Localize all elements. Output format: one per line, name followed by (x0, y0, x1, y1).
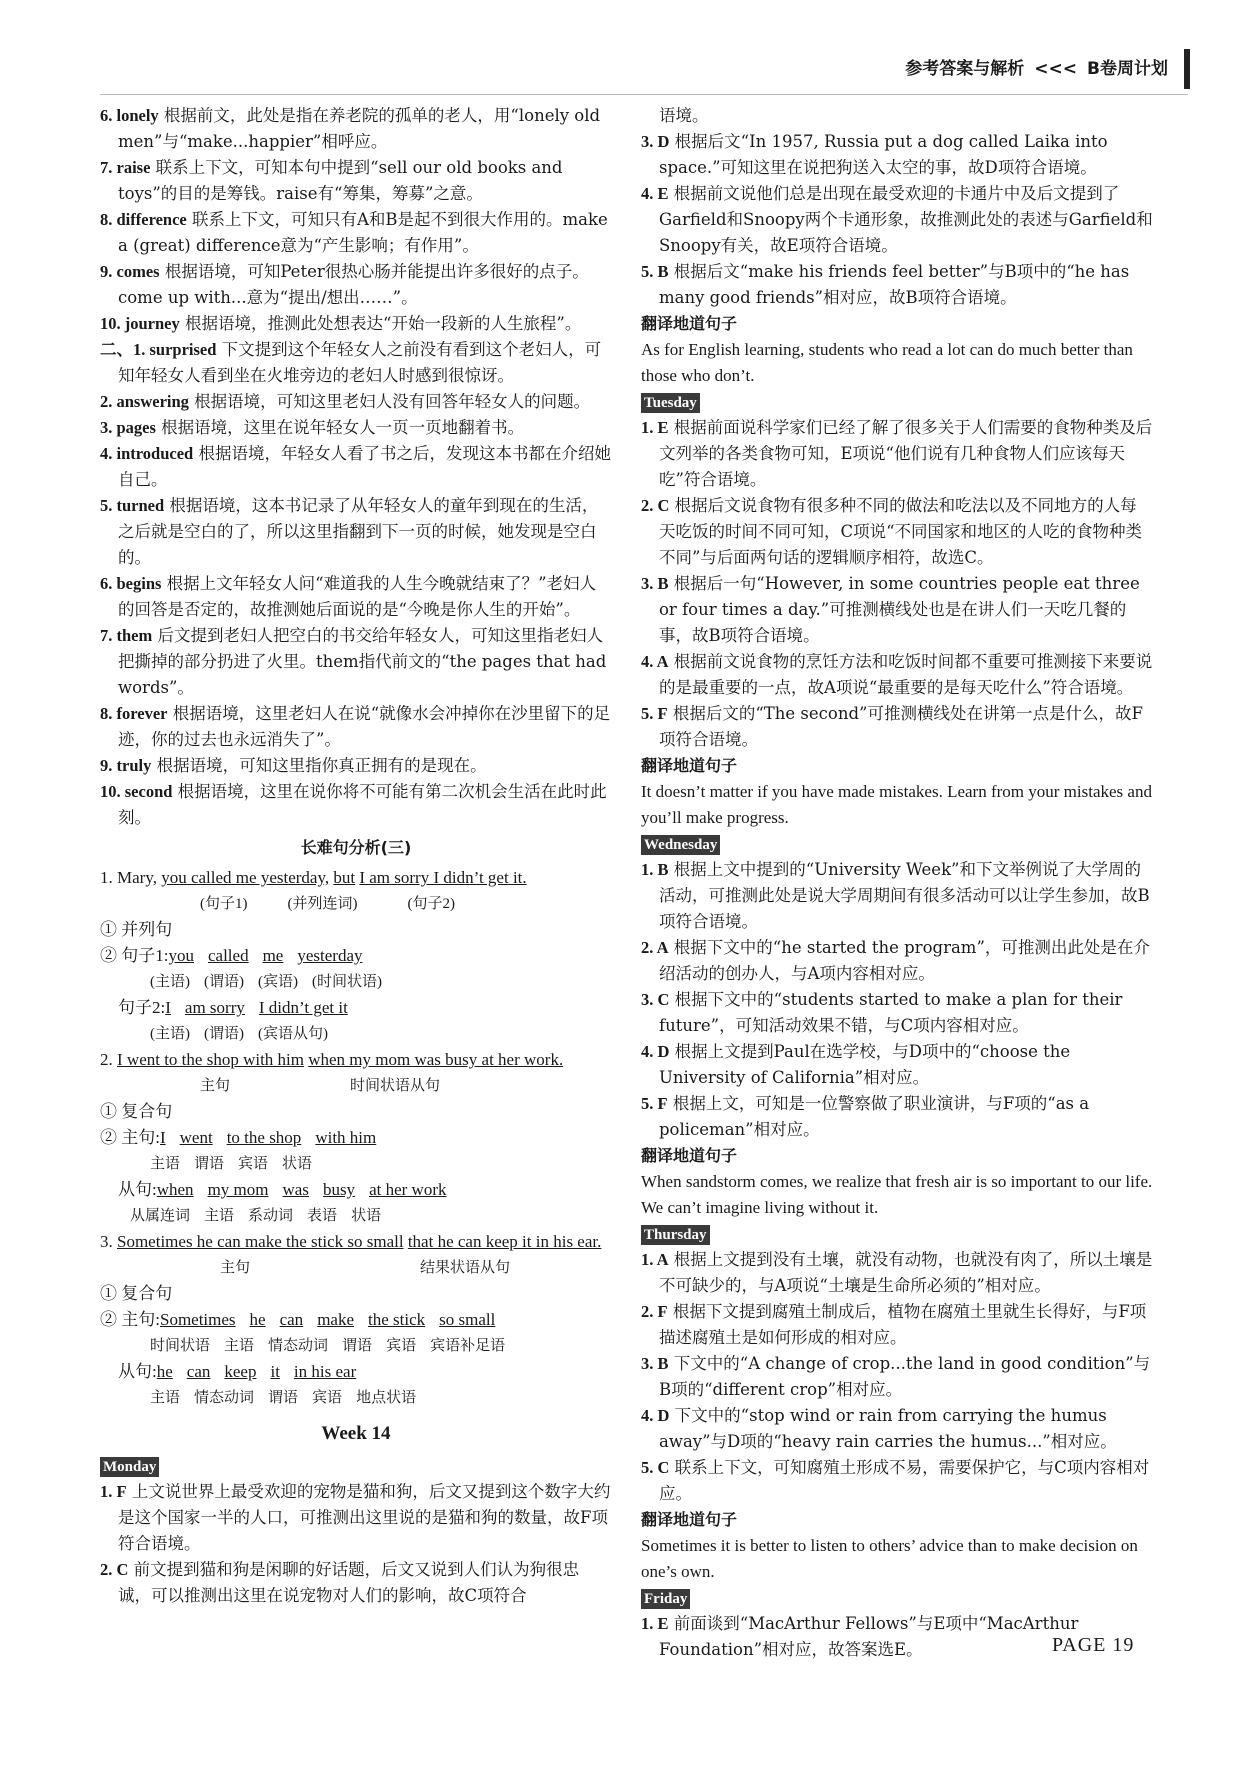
analysis-label: 表语 (307, 1208, 338, 1224)
answer-key: 8. difference (100, 210, 187, 229)
answer-explanation: 联系上下文，可知腐殖土形成不易，需要保护它，与C项内容相对应。 (659, 1458, 1150, 1503)
analysis-word: my mom (207, 1180, 269, 1199)
answer-list-thursday (641, 1247, 1153, 1507)
analysis-title: 长难句分析(三) (300, 838, 412, 857)
analysis-word: Sometimes (159, 1310, 236, 1329)
conjunction: but (333, 868, 356, 887)
answer-item (100, 779, 612, 831)
answer-item (641, 1091, 1153, 1143)
analysis-word: he (249, 1310, 266, 1329)
page-header (905, 52, 1190, 86)
label: 结果状语从句 (420, 1260, 511, 1276)
label: 主句 (220, 1260, 251, 1276)
analysis-word: busy (322, 1180, 356, 1199)
label-row (100, 1385, 612, 1411)
analysis-label: 宾语 (312, 1390, 343, 1406)
answer-item (641, 935, 1153, 987)
analysis-label: 主语 (204, 1208, 235, 1224)
translation-4: Sometimes it is better to listen to others’ advice than to make decision on one’s own. (641, 1536, 1138, 1581)
answer-explanation: 根据前文说他们总是出现在最受欢迎的卡通片中及后文提到了Garfield和Snoopy两个卡通形象，故推测此处的表述与Garfield和Snoopy有关，故E项符合语境。 (659, 184, 1153, 255)
answer-explanation: 前面谈到“MacArthur Fellows”与E项中“MacArthur Foundation”相对应，故答案选E。 (659, 1614, 1079, 1659)
answer-item (641, 181, 1153, 259)
answer-explanation: 上文说世界上最受欢迎的宠物是猫和狗，后文又提到这个数字大约是这个国家一半的人口，可推测出这里说的是猫和狗的数量，故F项符合语境。 (118, 1482, 611, 1553)
header-rule (100, 94, 1188, 95)
answer-explanation: 根据前面说科学家们已经了解了很多关于人们需要的食物种类及后文列举的各类食物可知，E项说“他们说有几种食物人们应该每天吃”符合语境。 (659, 418, 1153, 489)
analysis-word: I didn’t get it (258, 998, 348, 1017)
answer-item (100, 441, 612, 493)
answer-explanation: 根据下文中的“students started to make a plan for their future”，可知活动效果不错，与C项内容相对应。 (659, 990, 1123, 1035)
answer-explanation: 根据语境，可知Peter很热心肠并能提出许多很好的点子。come up with...意为“提出/想出……”。 (118, 262, 589, 307)
clause: when my mom was busy at her work. (308, 1050, 564, 1069)
translate-label: 翻译地道句子 (641, 1510, 738, 1529)
analysis-word: can (186, 1362, 211, 1381)
answer-key: 9. truly (100, 756, 152, 775)
answer-item (641, 857, 1153, 935)
sentence-num: 3. (100, 1232, 113, 1251)
answer-explanation: 根据上文年轻女人问“难道我的人生今晚就结束了？”老妇人的回答是否定的，故推测她后面说的是“今晚是你人生的开始”。 (118, 574, 597, 619)
answer-explanation: 根据后文说食物有很多种不同的做法和吃法以及不同地方的人每天吃饭的时间不同可知，C项说“不同国家和地区的人吃的食物种类不同”与后面两句话的逻辑顺序相符，故选C。 (659, 496, 1143, 567)
sentence-type: ① 并列句 (100, 920, 173, 939)
sentence-1 (100, 865, 612, 1047)
answer-item (641, 415, 1153, 493)
answer-key: 3. D (641, 132, 670, 151)
translation-3: When sandstorm comes, we realize that fresh air is so important to our life. We can’t imagine living without it. (641, 1172, 1153, 1217)
answer-item (641, 1455, 1153, 1507)
answer-key: 2. A (641, 938, 669, 957)
answer-key: 1. E (641, 418, 669, 437)
section-wednesday: Wednesday (641, 835, 720, 855)
word-row (160, 1310, 509, 1329)
answer-key: 3. C (641, 990, 670, 1009)
analysis-word: it (270, 1362, 280, 1381)
header-bar (1184, 49, 1190, 89)
word-row (157, 1180, 461, 1199)
continued-text: 语境。 (659, 106, 709, 125)
label-row (100, 1021, 612, 1047)
answer-item (100, 493, 612, 571)
analysis-label: (主语) (150, 1026, 190, 1042)
analysis-word: he (156, 1362, 173, 1381)
part-label: 句子2: (118, 998, 166, 1017)
analysis-label: 主语 (224, 1338, 255, 1354)
answer-key: 3. B (641, 1354, 669, 1373)
answer-key: 10. journey (100, 314, 180, 333)
section-thursday: Thursday (641, 1225, 710, 1245)
analysis-word: I (159, 1128, 166, 1147)
analysis-label: 情态动词 (268, 1338, 329, 1354)
answer-key: 5. F (641, 1094, 668, 1113)
week-title: Week 14 (321, 1423, 391, 1444)
answer-key: 3. B (641, 574, 669, 593)
answer-explanation: 根据后一句“However, in some countries people eat three or four times a day.”可推测横线处也是在讲人们一天吃几餐的事，故B项符合语境。 (659, 574, 1140, 645)
answer-explanation: 根据上文，可知是一位警察做了职业演讲，与F项的“as a policeman”相对应。 (659, 1094, 1090, 1139)
analysis-label: 宾语 (238, 1156, 269, 1172)
sentence-num: 2. (100, 1050, 113, 1069)
analysis-label: 主语 (150, 1156, 181, 1172)
word-row (157, 1362, 371, 1381)
answer-key: 2. answering (100, 392, 189, 411)
analysis-label: (时间状语) (312, 974, 382, 990)
answer-key: 4. E (641, 184, 669, 203)
translate-label: 翻译地道句子 (641, 314, 738, 333)
answer-key: 8. forever (100, 704, 168, 723)
answer-explanation: 根据前文说食物的烹饪方法和吃饭时间都不重要可推测接下来要说的是最重要的一点，故A项说“最重要的是每天吃什么”符合语境。 (659, 652, 1153, 697)
analysis-word: to the shop (226, 1128, 302, 1147)
analysis-word: was (282, 1180, 309, 1199)
answer-explanation: 下文中的“A change of crop...the land in good condition”与B项的“different crop”相对应。 (659, 1354, 1151, 1399)
clause: Sometimes he can make the stick so small (117, 1232, 404, 1251)
answer-key: 2. C (100, 1560, 129, 1579)
clause: I am sorry I didn’t get it. (359, 868, 527, 887)
header-arrows: <<< (1034, 59, 1078, 79)
answer-key: 5. F (641, 704, 668, 723)
header-title: 参考答案与解析 (905, 59, 1025, 79)
answer-item (641, 1039, 1153, 1091)
answer-key: 10. second (100, 782, 173, 801)
answer-item (641, 571, 1153, 649)
answer-key: 6. begins (100, 574, 162, 593)
analysis-label: 系动词 (248, 1208, 294, 1224)
answer-item (100, 207, 612, 259)
sentence-num: 1. (100, 868, 113, 887)
analysis-label: (谓语) (204, 1026, 244, 1042)
answer-explanation: 根据后文“In 1957, Russia put a dog called Laika into space.”可知这里在说把狗送入太空的事，故D项符合语境。 (659, 132, 1108, 177)
part-label: ② 主句: (100, 1128, 160, 1147)
answer-key: 5. turned (100, 496, 165, 515)
analysis-word: the stick (368, 1310, 426, 1329)
analysis-label: 谓语 (342, 1338, 373, 1354)
answer-item (641, 1351, 1153, 1403)
answer-item (641, 1299, 1153, 1351)
answer-explanation: 根据语境，这本书记录了从年轻女人的童年到现在的生活，之后就是空白的了，所以这里指翻到下一页的时候，她发现是空白的。 (118, 496, 599, 567)
section-tuesday: Tuesday (641, 393, 700, 413)
translate-label: 翻译地道句子 (641, 756, 738, 775)
sentence-type: ① 复合句 (100, 1102, 173, 1121)
analysis-word: so small (439, 1310, 496, 1329)
answer-item (100, 415, 612, 441)
answer-item (100, 623, 612, 701)
analysis-label: (宾语从句) (258, 1026, 328, 1042)
answer-key: 3. pages (100, 418, 156, 437)
answer-explanation: 联系上下文，可知只有A和B是起不到很大作用的。make a (great) difference意为“产生影响；有作用”。 (118, 210, 608, 255)
label-row (100, 1333, 612, 1359)
analysis-word: make (317, 1310, 355, 1329)
answer-key: 7. raise (100, 158, 151, 177)
analysis-label: (宾语) (258, 974, 298, 990)
label: (句子2) (407, 896, 455, 912)
analysis-word: called (207, 946, 249, 965)
answer-explanation: 后文提到老妇人把空白的书交给年轻女人，可知这里指老妇人把撕掉的部分扔进了火里。them指代前文的“the pages that had words”。 (118, 626, 607, 697)
answer-list-a (100, 103, 612, 831)
answer-item (100, 337, 612, 389)
answer-item (641, 493, 1153, 571)
answer-item (100, 1557, 612, 1609)
label-row (100, 1151, 612, 1177)
part-label: ② 主句: (100, 1310, 160, 1329)
sentence-3 (100, 1229, 612, 1411)
analysis-label: 宾语 (386, 1338, 417, 1354)
answer-key: 1. F (100, 1482, 127, 1501)
analysis-label: 宾语补足语 (430, 1338, 506, 1354)
answer-key: 5. B (641, 262, 669, 281)
analysis-word: when (156, 1180, 194, 1199)
answer-item (641, 1247, 1153, 1299)
left-column (100, 103, 612, 1609)
analysis-word: can (279, 1310, 304, 1329)
label: 主句 (200, 1078, 231, 1094)
answer-key: 1. A (641, 1250, 669, 1269)
answer-key: 4. introduced (100, 444, 194, 463)
answer-key: 2. F (641, 1302, 668, 1321)
sentence-type: ① 复合句 (100, 1284, 173, 1303)
translate-label: 翻译地道句子 (641, 1146, 738, 1165)
answer-explanation: 根据后文“make his friends feel better”与B项中的“he has many good friends”相对应，故B项符合语境。 (659, 262, 1130, 307)
word-row (160, 1128, 390, 1147)
analysis-label: (谓语) (204, 974, 244, 990)
analysis-word: at her work (369, 1180, 447, 1199)
answer-explanation: 根据语境，可知这里老妇人没有回答年轻女人的问题。 (188, 392, 591, 411)
answer-key: 4. D (641, 1406, 670, 1425)
translation-1: As for English learning, students who read a lot can do much better than those who don’t. (641, 340, 1133, 385)
answer-list-wednesday (641, 857, 1153, 1143)
answer-item (641, 701, 1153, 753)
part-label: 从句: (118, 1180, 157, 1199)
answer-explanation: 根据前文，此处是指在养老院的孤单的老人，用“lonely old men”与“make...happier”相呼应。 (118, 106, 601, 151)
clause: I went to the shop with him (117, 1050, 304, 1069)
answer-explanation: 前文提到猫和狗是闲聊的好话题，后文又说到人们认为狗很忠诚，可以推测出这里在说宠物对人们的影响，故C项符合 (118, 1560, 580, 1605)
answer-explanation: 根据语境，推测此处想表达“开始一段新的人生旅程”。 (179, 314, 582, 333)
analysis-word: me (262, 946, 284, 965)
answer-item (100, 701, 612, 753)
answer-explanation: 根据上文提到没有土壤，就没有动物，也就没有肉了，所以土壤是不可缺少的，与A项说“土壤是生命所必须的”相对应。 (659, 1250, 1153, 1295)
answer-item (100, 155, 612, 207)
page-footer (1052, 1632, 1134, 1658)
analysis-label: 情态动词 (194, 1390, 255, 1406)
word-row (168, 946, 376, 965)
word-row (165, 998, 362, 1017)
answer-item (100, 389, 612, 415)
answer-item (100, 103, 612, 155)
label-row (100, 1203, 612, 1229)
answer-explanation: 根据语境，可知这里指你真正拥有的是现在。 (151, 756, 487, 775)
answer-item (641, 129, 1153, 181)
sentence-2 (100, 1047, 612, 1229)
answer-key: 二、1. surprised (100, 340, 217, 359)
label: (句子1) (200, 896, 248, 912)
analysis-label: 状语 (282, 1156, 313, 1172)
answer-explanation: 联系上下文，可知本句中提到“sell our old books and toys”的目的是筹钱。raise有“筹集，筹募”之意。 (118, 158, 563, 203)
answer-key: 1. E (641, 1614, 669, 1633)
answer-list-monday-cont (641, 129, 1153, 311)
answer-explanation: 根据下文中的“he started the program”，可推测出此处是在介绍活动的创办人，与A项内容相对应。 (659, 938, 1150, 983)
analysis-label: 谓语 (268, 1390, 299, 1406)
analysis-label: 状语 (351, 1208, 382, 1224)
clause: you called me yesterday, (161, 868, 330, 887)
analysis-word: yesterday (297, 946, 363, 965)
word: Mary, (117, 868, 157, 887)
answer-explanation: 根据上文提到Paul在选学校，与D项中的“choose the University of California”相对应。 (659, 1042, 1071, 1087)
analysis-word: I (165, 998, 171, 1017)
answer-key: 4. D (641, 1042, 670, 1061)
part-label: ② 句子1: (100, 946, 169, 965)
answer-item (100, 571, 612, 623)
answer-item (641, 1403, 1153, 1455)
answer-explanation: 根据语境，这里在说年轻女人一页一页地翻着书。 (155, 418, 525, 437)
translation-2: It doesn’t matter if you have made mistakes. Learn from your mistakes and you’ll make progress. (641, 782, 1152, 827)
answer-item (641, 987, 1153, 1039)
answer-key: 6. lonely (100, 106, 159, 125)
answer-item (641, 259, 1153, 311)
analysis-word: am sorry (184, 998, 245, 1017)
section-monday: Monday (100, 1457, 159, 1477)
analysis-word: in his ear (293, 1362, 357, 1381)
analysis-label: 谓语 (194, 1156, 225, 1172)
answer-explanation: 根据语境，这里在说你将不可能有第二次机会生活在此时此刻。 (118, 782, 607, 827)
part-label: 从句: (118, 1362, 157, 1381)
answer-key: 1. B (641, 860, 669, 879)
page-label: PAGE (1052, 1634, 1107, 1656)
label: (并列连词) (287, 896, 358, 912)
answer-item (641, 649, 1153, 701)
right-column (641, 103, 1153, 1663)
header-plan: B卷周计划 (1087, 59, 1168, 79)
analysis-word: keep (224, 1362, 257, 1381)
answer-key: 2. C (641, 496, 670, 515)
analysis-word: you (168, 946, 194, 965)
answer-key: 9. comes (100, 262, 160, 281)
answer-explanation: 根据语境，这里老妇人在说“就像水会冲掉你在沙里留下的足迹，你的过去也永远消失了”。 (118, 704, 611, 749)
analysis-word: went (179, 1128, 213, 1147)
answer-explanation: 下文提到这个年轻女人之前没有看到这个老妇人，可知年轻女人看到坐在火堆旁边的老妇人时感到很惊讶。 (118, 340, 602, 385)
answer-key: 4. A (641, 652, 669, 671)
label: 时间状语从句 (350, 1078, 441, 1094)
analysis-label: 从属连词 (130, 1208, 191, 1224)
page-number: 19 (1112, 1634, 1135, 1656)
analysis-label: 地点状语 (356, 1390, 417, 1406)
answer-list-monday (100, 1479, 612, 1609)
analysis-word: with him (315, 1128, 377, 1147)
clause: that he can keep it in his ear. (407, 1232, 602, 1251)
label-row (100, 969, 612, 995)
answer-explanation: 根据语境，年轻女人看了书之后，发现这本书都在介绍她自己。 (118, 444, 611, 489)
analysis-label: 主语 (150, 1390, 181, 1406)
answer-explanation: 根据上文中提到的“University Week”和下文举例说了大学周的活动，可推测此处是说大学周期间有很多活动可以让学生参加，故B项符合语境。 (659, 860, 1150, 931)
answer-key: 5. C (641, 1458, 670, 1477)
answer-item (100, 753, 612, 779)
answer-key: 7. them (100, 626, 153, 645)
section-friday: Friday (641, 1589, 690, 1609)
answer-explanation: 根据后文的“The second”可推测横线处在讲第一点是什么，故F项符合语境。 (659, 704, 1143, 749)
analysis-label: (主语) (150, 974, 190, 990)
answer-explanation: 根据下文提到腐殖土制成后，植物在腐殖土里就生长得好，与F项描述腐殖土是如何形成的相对应。 (659, 1302, 1147, 1347)
answer-item (100, 259, 612, 311)
answer-item (100, 1479, 612, 1557)
answer-list-tuesday (641, 415, 1153, 753)
answer-explanation: 下文中的“stop wind or rain from carrying the humus away”与D项的“heavy rain carries the humus...”相对应。 (659, 1406, 1117, 1451)
answer-item (100, 311, 612, 337)
analysis-label: 时间状语 (150, 1338, 211, 1354)
